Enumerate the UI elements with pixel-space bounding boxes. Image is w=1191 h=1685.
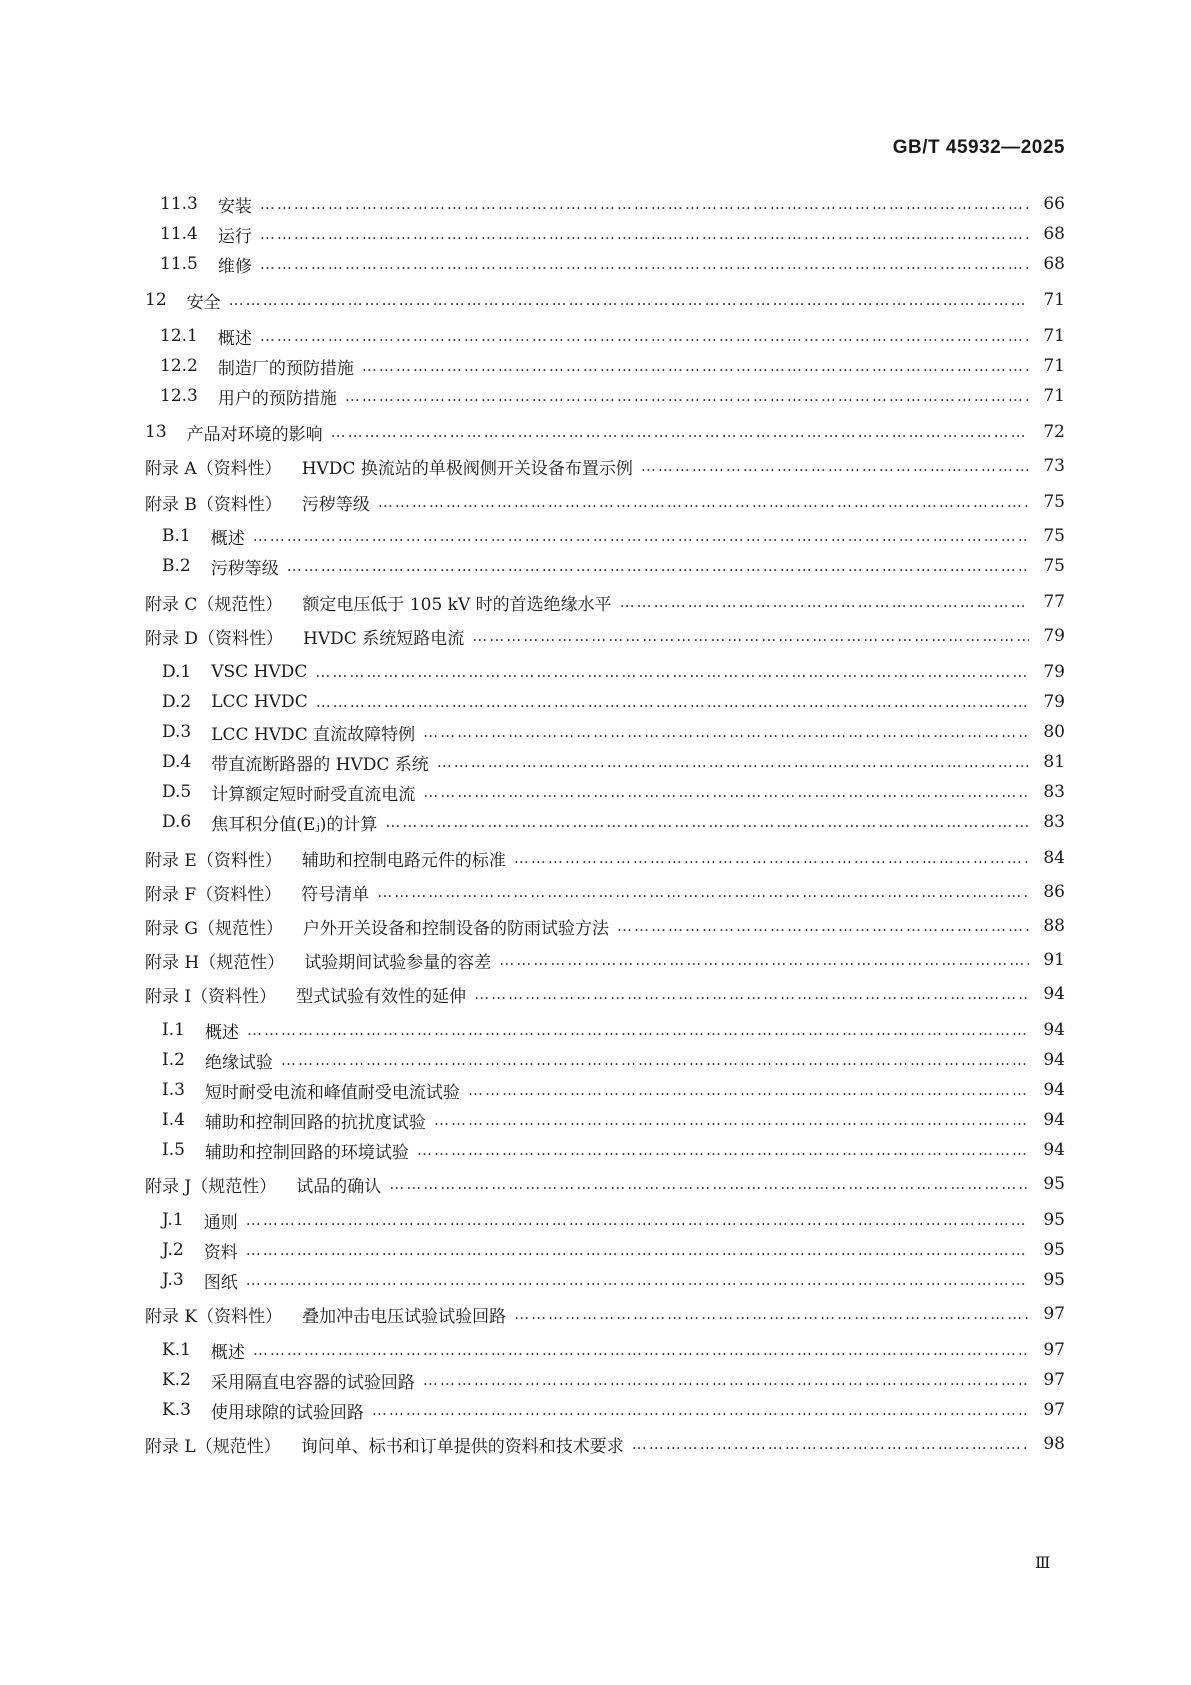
toc-entry-number: 12.1 bbox=[160, 326, 198, 346]
toc-entry-number: D.3 bbox=[162, 722, 192, 742]
toc-entry-page: 97 bbox=[1043, 1370, 1065, 1390]
toc-entry-page: 73 bbox=[1043, 456, 1065, 476]
toc-entry-title: 试验期间试验参量的容差 bbox=[304, 952, 492, 973]
toc-entry-page: 75 bbox=[1043, 492, 1065, 512]
toc-entry-page: 97 bbox=[1043, 1400, 1065, 1420]
toc-entry[interactable] bbox=[145, 588, 1065, 616]
toc-entry-number: 附录 E（资料性） bbox=[145, 850, 282, 871]
toc-leader-dots bbox=[499, 946, 1029, 974]
toc-entry-number: D.1 bbox=[162, 662, 192, 682]
toc-entry-title: 概述 bbox=[210, 528, 245, 549]
toc-entry-page: 66 bbox=[1043, 194, 1065, 214]
toc-entry-number: 11.5 bbox=[160, 254, 198, 274]
toc-entry[interactable] bbox=[145, 912, 1065, 940]
toc-entry[interactable] bbox=[145, 286, 1065, 314]
toc-entry-page: 71 bbox=[1043, 290, 1065, 310]
toc-entry[interactable] bbox=[162, 1076, 1065, 1104]
toc-leader-dots bbox=[377, 878, 1029, 906]
toc-entry[interactable] bbox=[145, 980, 1065, 1008]
toc-leader-dots bbox=[229, 286, 1029, 314]
toc-leader-dots bbox=[345, 382, 1029, 410]
toc-entry-title: 概述 bbox=[217, 328, 252, 349]
toc-leader-dots bbox=[315, 658, 1029, 686]
toc-entry[interactable] bbox=[162, 1336, 1065, 1364]
toc-leader-dots bbox=[617, 912, 1029, 940]
toc-leader-dots bbox=[620, 588, 1029, 616]
toc-entry[interactable] bbox=[162, 1046, 1065, 1074]
toc-entry-page: 75 bbox=[1043, 556, 1065, 576]
toc-leader-dots bbox=[472, 622, 1029, 650]
toc-entry-title: 符号清单 bbox=[301, 884, 370, 905]
toc-entry-title: 资料 bbox=[203, 1242, 238, 1263]
toc-entry-page: 95 bbox=[1043, 1210, 1065, 1230]
toc-entry-number: J.1 bbox=[162, 1210, 184, 1230]
toc-entry-page: 83 bbox=[1043, 812, 1065, 832]
toc-entry[interactable] bbox=[160, 352, 1065, 380]
toc-entry-page: 71 bbox=[1043, 326, 1065, 346]
toc-entry-number: D.2 bbox=[162, 692, 192, 712]
toc-entry-title: 污秽等级 bbox=[301, 494, 370, 515]
toc-entry-number: 附录 F（资料性） bbox=[145, 884, 282, 905]
toc-entry[interactable] bbox=[162, 552, 1065, 580]
toc-entry-title: 辅助和控制电路元件的标准 bbox=[301, 850, 506, 871]
toc-entry-page: 71 bbox=[1043, 356, 1065, 376]
toc-entry-number: 11.4 bbox=[160, 224, 198, 244]
toc-entry-number: K.2 bbox=[162, 1370, 191, 1390]
toc-entry[interactable] bbox=[162, 1236, 1065, 1264]
toc-entry-page: 94 bbox=[1043, 1140, 1065, 1160]
toc-entry[interactable] bbox=[162, 1206, 1065, 1234]
toc-entry-title: 概述 bbox=[210, 1342, 245, 1363]
toc-entry[interactable] bbox=[162, 1136, 1065, 1164]
toc-entry[interactable] bbox=[145, 488, 1065, 516]
toc-entry-page: 71 bbox=[1043, 386, 1065, 406]
toc-entry-page: 97 bbox=[1043, 1304, 1065, 1324]
toc-leader-dots bbox=[514, 844, 1029, 872]
toc-entry-number: K.1 bbox=[162, 1340, 191, 1360]
toc-entry-page: 79 bbox=[1043, 692, 1065, 712]
toc-entry[interactable] bbox=[145, 622, 1065, 650]
page-number: Ⅲ bbox=[1035, 1553, 1050, 1572]
toc-entry[interactable] bbox=[162, 658, 1065, 686]
toc-entry-page: 94 bbox=[1043, 1080, 1065, 1100]
toc-entry-number: 附录 J（规范性） bbox=[145, 1176, 277, 1197]
toc-entry-number: D.5 bbox=[162, 782, 192, 802]
toc-entry-page: 94 bbox=[1043, 1110, 1065, 1130]
toc-leader-dots bbox=[423, 778, 1029, 806]
toc-entry-title: 制造厂的预防措施 bbox=[217, 358, 354, 379]
toc-entry-page: 83 bbox=[1043, 782, 1065, 802]
toc-entry-number: I.3 bbox=[162, 1080, 185, 1100]
toc-entry-title: 安全 bbox=[186, 292, 221, 313]
toc-entry-title: 产品对环境的影响 bbox=[186, 424, 323, 445]
toc-entry[interactable] bbox=[160, 190, 1065, 218]
toc-leader-dots bbox=[260, 322, 1029, 350]
toc-entry-number: 附录 I（资料性） bbox=[145, 986, 277, 1007]
toc-entry-page: 95 bbox=[1043, 1174, 1065, 1194]
toc-entry-title: LCC HVDC bbox=[211, 692, 308, 712]
toc-entry-title: VSC HVDC bbox=[211, 662, 308, 682]
toc-entry-number: B.1 bbox=[162, 526, 191, 546]
toc-entry[interactable] bbox=[160, 220, 1065, 248]
toc-entry-number: I.4 bbox=[162, 1110, 185, 1130]
toc-entry-page: 88 bbox=[1043, 916, 1065, 936]
toc-entry-number: J.3 bbox=[162, 1270, 184, 1290]
toc-leader-dots bbox=[378, 488, 1029, 516]
toc-leader-dots bbox=[632, 1430, 1029, 1458]
toc-entry[interactable] bbox=[162, 1266, 1065, 1294]
toc-leader-dots bbox=[247, 1016, 1029, 1044]
toc-entry[interactable] bbox=[160, 250, 1065, 278]
toc-entry[interactable] bbox=[160, 382, 1065, 410]
toc-entry-page: 94 bbox=[1043, 984, 1065, 1004]
toc-entry-title: 型式试验有效性的延伸 bbox=[296, 986, 467, 1007]
toc-leader-dots bbox=[417, 1136, 1029, 1164]
toc-entry-number: 12.3 bbox=[160, 386, 198, 406]
toc-entry-page: 84 bbox=[1043, 848, 1065, 868]
toc-leader-dots bbox=[253, 522, 1029, 550]
toc-leader-dots bbox=[641, 452, 1029, 480]
toc-entry-number: K.3 bbox=[162, 1400, 191, 1420]
toc-entry[interactable] bbox=[162, 688, 1065, 716]
toc-entry-page: 68 bbox=[1043, 254, 1065, 274]
toc-entry-title: 户外开关设备和控制设备的防雨试验方法 bbox=[302, 918, 609, 939]
toc-leader-dots bbox=[246, 1236, 1029, 1264]
toc-entry[interactable] bbox=[162, 1106, 1065, 1134]
toc-leader-dots bbox=[260, 250, 1029, 278]
toc-entry-title: 额定电压低于 105 kV 时的首选绝缘水平 bbox=[302, 594, 612, 615]
toc-entry-title: 维修 bbox=[217, 256, 252, 277]
toc-leader-dots bbox=[514, 1300, 1029, 1328]
toc-entry[interactable] bbox=[162, 1016, 1065, 1044]
toc-entry-title: 计算额定短时耐受直流电流 bbox=[211, 784, 416, 805]
toc-entry-number: 13 bbox=[145, 422, 167, 442]
toc-entry-number: D.4 bbox=[162, 752, 192, 772]
standard-number: GB/T 45932—2025 bbox=[892, 137, 1065, 158]
toc-entry-number: 附录 C（规范性） bbox=[145, 594, 283, 615]
toc-entry-title: 试品的确认 bbox=[296, 1176, 382, 1197]
toc-entry[interactable] bbox=[145, 844, 1065, 872]
toc-entry[interactable] bbox=[145, 946, 1065, 974]
toc-entry-page: 94 bbox=[1043, 1020, 1065, 1040]
toc-entry-title: 安装 bbox=[217, 196, 252, 217]
toc-entry-page: 98 bbox=[1043, 1434, 1065, 1454]
toc-entry[interactable] bbox=[145, 1300, 1065, 1328]
toc-entry-number: 附录 K（资料性） bbox=[145, 1306, 283, 1327]
toc-leader-dots bbox=[468, 1076, 1029, 1104]
toc-entry-title: 运行 bbox=[217, 226, 252, 247]
toc-entry-title: 用户的预防措施 bbox=[217, 388, 337, 409]
toc-entry-title: 图纸 bbox=[203, 1272, 238, 1293]
toc-entry-page: 68 bbox=[1043, 224, 1065, 244]
toc-entry-page: 79 bbox=[1043, 626, 1065, 646]
toc-entry-page: 72 bbox=[1043, 422, 1065, 442]
toc-entry-number: 附录 D（资料性） bbox=[145, 628, 284, 649]
toc-entry-number: I.5 bbox=[162, 1140, 185, 1160]
toc-entry-title: 焦耳积分值(Eⱼ)的计算 bbox=[211, 814, 378, 835]
toc-entry-number: 11.3 bbox=[160, 194, 198, 214]
toc-entry-page: 86 bbox=[1043, 882, 1065, 902]
toc-entry-title: 污秽等级 bbox=[210, 558, 279, 579]
toc-entry[interactable] bbox=[162, 522, 1065, 550]
toc-entry-title: 使用球隙的试验回路 bbox=[210, 1402, 364, 1423]
toc-entry-page: 95 bbox=[1043, 1270, 1065, 1290]
toc-entry-title: HVDC 系统短路电流 bbox=[303, 628, 465, 649]
toc-entry-number: 附录 L（规范性） bbox=[145, 1436, 281, 1457]
toc-entry-page: 77 bbox=[1043, 592, 1065, 612]
toc-leader-dots bbox=[253, 1336, 1029, 1364]
toc-entry-title: 采用隔直电容器的试验回路 bbox=[210, 1372, 415, 1393]
toc-entry-page: 94 bbox=[1043, 1050, 1065, 1070]
toc-leader-dots bbox=[246, 1206, 1029, 1234]
toc-leader-dots bbox=[260, 220, 1029, 248]
toc-entry-number: I.1 bbox=[162, 1020, 185, 1040]
toc-entry-number: B.2 bbox=[162, 556, 191, 576]
toc-entry[interactable] bbox=[145, 452, 1065, 480]
toc-entry-title: 辅助和控制回路的环境试验 bbox=[204, 1142, 409, 1163]
toc-leader-dots bbox=[372, 1396, 1029, 1424]
toc-leader-dots bbox=[246, 1266, 1029, 1294]
toc-entry-number: D.6 bbox=[162, 812, 192, 832]
toc-leader-dots bbox=[316, 688, 1029, 716]
toc-entry[interactable] bbox=[162, 1396, 1065, 1424]
toc-entry[interactable] bbox=[145, 1170, 1065, 1198]
toc-leader-dots bbox=[423, 1366, 1029, 1394]
toc-entry[interactable] bbox=[145, 1430, 1065, 1458]
toc-leader-dots bbox=[437, 748, 1029, 776]
toc-entry-title: 辅助和控制回路的抗扰度试验 bbox=[204, 1112, 426, 1133]
toc-entry[interactable] bbox=[162, 778, 1065, 806]
toc-leader-dots bbox=[331, 418, 1029, 446]
toc-entry-number: J.2 bbox=[162, 1240, 184, 1260]
toc-entry-page: 80 bbox=[1043, 722, 1065, 742]
toc-leader-dots bbox=[474, 980, 1029, 1008]
toc-entry-number: 12 bbox=[145, 290, 167, 310]
toc-leader-dots bbox=[281, 1046, 1029, 1074]
toc-entry-title: HVDC 换流站的单极阀侧开关设备布置示例 bbox=[301, 458, 633, 479]
toc-entry[interactable] bbox=[145, 418, 1065, 446]
toc-entry-title: 概述 bbox=[204, 1022, 239, 1043]
toc-entry[interactable] bbox=[162, 1366, 1065, 1394]
toc-entry-page: 91 bbox=[1043, 950, 1065, 970]
toc-leader-dots bbox=[385, 808, 1029, 836]
toc-leader-dots bbox=[362, 352, 1029, 380]
toc-entry-page: 81 bbox=[1043, 752, 1065, 772]
toc-entry-title: 叠加冲击电压试验试验回路 bbox=[302, 1306, 507, 1327]
toc-entry-page: 97 bbox=[1043, 1340, 1065, 1360]
toc-entry-title: 带直流断路器的 HVDC 系统 bbox=[211, 754, 429, 775]
toc-entry[interactable] bbox=[160, 322, 1065, 350]
toc-leader-dots bbox=[389, 1170, 1029, 1198]
toc-entry-number: 附录 G（规范性） bbox=[145, 918, 283, 939]
toc-entry-title: 短时耐受电流和峰值耐受电流试验 bbox=[204, 1082, 460, 1103]
toc-entry-number: 12.2 bbox=[160, 356, 198, 376]
toc-leader-dots bbox=[287, 552, 1029, 580]
toc-entry[interactable] bbox=[162, 718, 1065, 746]
toc-entry[interactable] bbox=[162, 748, 1065, 776]
toc-entry-page: 95 bbox=[1043, 1240, 1065, 1260]
toc-entry-title: 询问单、标书和订单提供的资料和技术要求 bbox=[300, 1436, 624, 1457]
toc-entry-number: 附录 H（规范性） bbox=[145, 952, 285, 973]
toc-entry[interactable] bbox=[145, 878, 1065, 906]
toc-leader-dots bbox=[260, 190, 1029, 218]
toc-entry-page: 75 bbox=[1043, 526, 1065, 546]
toc-entry-title: LCC HVDC 直流故障特例 bbox=[211, 724, 416, 745]
toc-entry-number: 附录 A（资料性） bbox=[145, 458, 282, 479]
toc-entry-title: 绝缘试验 bbox=[204, 1052, 273, 1073]
toc-entry-number: 附录 B（资料性） bbox=[145, 494, 282, 515]
toc-entry-number: I.2 bbox=[162, 1050, 185, 1070]
toc-entry-title: 通则 bbox=[203, 1212, 238, 1233]
toc-leader-dots bbox=[434, 1106, 1029, 1134]
toc-entry-page: 79 bbox=[1043, 662, 1065, 682]
toc-leader-dots bbox=[423, 718, 1029, 746]
toc-entry[interactable] bbox=[162, 808, 1065, 836]
